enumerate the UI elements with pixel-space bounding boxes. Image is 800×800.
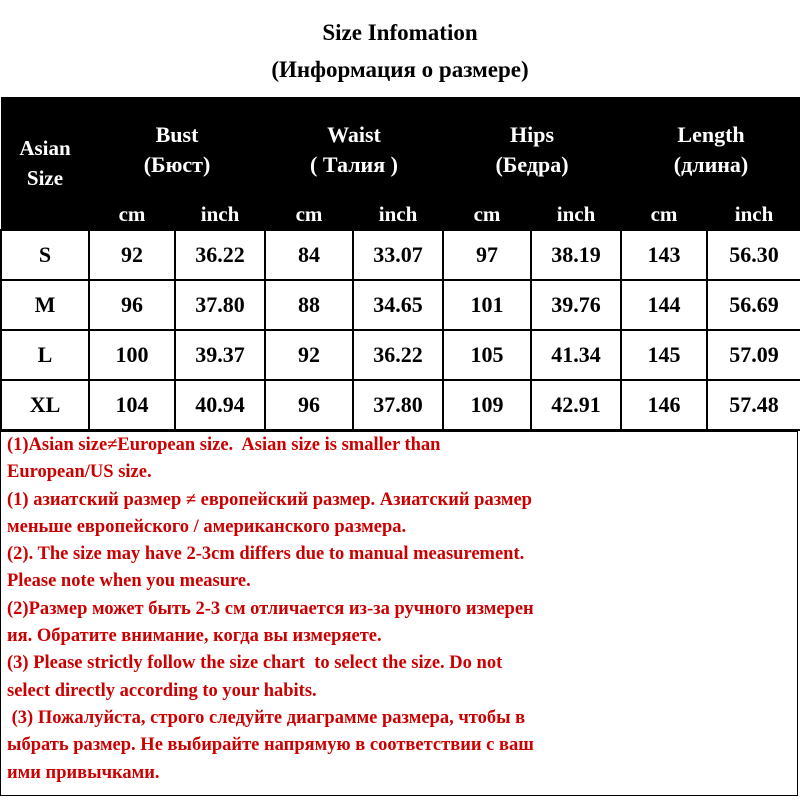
- note-line: меньше европейского / американского размера.: [7, 516, 407, 537]
- value-cell: 42.91: [531, 380, 621, 430]
- hips-sublabel: (Бедра): [495, 152, 569, 177]
- note-line: (1) азиатский размер ≠ европейский размер. Азиатский размер: [7, 489, 532, 510]
- asian-size-label-2: Size: [26, 166, 64, 190]
- value-cell: 145: [621, 330, 707, 380]
- value-cell: 96: [89, 280, 175, 330]
- value-cell: 88: [265, 280, 353, 330]
- value-cell: 39.37: [175, 330, 265, 380]
- unit-header: cm: [443, 199, 531, 230]
- note-line: select directly according to your habits.: [7, 680, 317, 701]
- size-cell: S: [1, 230, 89, 280]
- page-subtitle: (Информация о размере): [271, 57, 529, 82]
- value-cell: 56.30: [707, 230, 800, 280]
- size-chart-table: [0, 97, 800, 431]
- waist-label: Waist: [327, 122, 381, 147]
- bust-header: [89, 97, 265, 199]
- note-line: (2)Размер может быть 2-3 см отличается из-за ручного измерен: [7, 598, 534, 619]
- table-row: [1, 280, 800, 330]
- value-cell: 104: [89, 380, 175, 430]
- bust-sublabel: (Бюст): [143, 152, 211, 177]
- length-sublabel: (длина): [673, 152, 749, 177]
- value-cell: 97: [443, 230, 531, 280]
- value-cell: 57.48: [707, 380, 800, 430]
- value-cell: 56.69: [707, 280, 800, 330]
- value-cell: 84: [265, 230, 353, 280]
- length-header: [621, 97, 800, 199]
- waist-sublabel: ( Талия ): [310, 152, 398, 177]
- value-cell: 37.80: [353, 380, 443, 430]
- value-cell: 36.22: [175, 230, 265, 280]
- size-notes-box: [0, 430, 798, 796]
- value-cell: 33.07: [353, 230, 443, 280]
- value-cell: 92: [89, 230, 175, 280]
- value-cell: 143: [621, 230, 707, 280]
- header-group-row: [1, 97, 800, 199]
- unit-header: inch: [531, 199, 621, 230]
- value-cell: 105: [443, 330, 531, 380]
- size-cell: L: [1, 330, 89, 380]
- note-line: ия. Обратите внимание, когда вы измеряете.: [7, 626, 382, 647]
- note-line: ими привычками.: [7, 762, 160, 783]
- value-cell: 37.80: [175, 280, 265, 330]
- asian-size-label-1: Asian: [19, 136, 71, 160]
- value-cell: 96: [265, 380, 353, 430]
- hips-label: Hips: [509, 122, 555, 147]
- value-cell: 39.76: [531, 280, 621, 330]
- value-cell: 109: [443, 380, 531, 430]
- note-line: (3) Please strictly follow the size chart to select the size. Do not: [7, 653, 503, 674]
- bust-label: Bust: [155, 122, 199, 147]
- note-line: (3) Пожалуйста, строго следуйте диаграмме размера, чтобы в: [7, 707, 526, 728]
- value-cell: 34.65: [353, 280, 443, 330]
- waist-header: [265, 97, 443, 199]
- length-label: Length: [677, 122, 745, 147]
- note-line: (2). The size may have 2-3cm differs due to manual measurement.: [7, 544, 525, 565]
- value-cell: 100: [89, 330, 175, 380]
- note-line: ыбрать размер. Не выбирайте напрямую в соответствии с ваш: [7, 735, 534, 756]
- note-line: European/US size.: [7, 462, 152, 483]
- value-cell: 101: [443, 280, 531, 330]
- unit-header: cm: [621, 199, 707, 230]
- table-row: [1, 330, 800, 380]
- note-line: Please note when you measure.: [7, 571, 251, 592]
- unit-header: cm: [89, 199, 175, 230]
- value-cell: 41.34: [531, 330, 621, 380]
- asian-size-header: [1, 97, 89, 230]
- note-line: (1)Asian size≠European size. Asian size is smaller than: [7, 435, 441, 455]
- unit-header: inch: [353, 199, 443, 230]
- size-cell: M: [1, 280, 89, 330]
- value-cell: 40.94: [175, 380, 265, 430]
- value-cell: 38.19: [531, 230, 621, 280]
- value-cell: 146: [621, 380, 707, 430]
- value-cell: 144: [621, 280, 707, 330]
- unit-header: cm: [265, 199, 353, 230]
- page-title: Size Infomation: [322, 20, 478, 45]
- value-cell: 57.09: [707, 330, 800, 380]
- unit-header: inch: [175, 199, 265, 230]
- value-cell: 36.22: [353, 330, 443, 380]
- table-row: [1, 380, 800, 430]
- unit-header: inch: [707, 199, 800, 230]
- value-cell: 92: [265, 330, 353, 380]
- hips-header: [443, 97, 621, 199]
- table-row: [1, 230, 800, 280]
- size-cell: XL: [1, 380, 89, 430]
- header-unit-row: [1, 199, 800, 230]
